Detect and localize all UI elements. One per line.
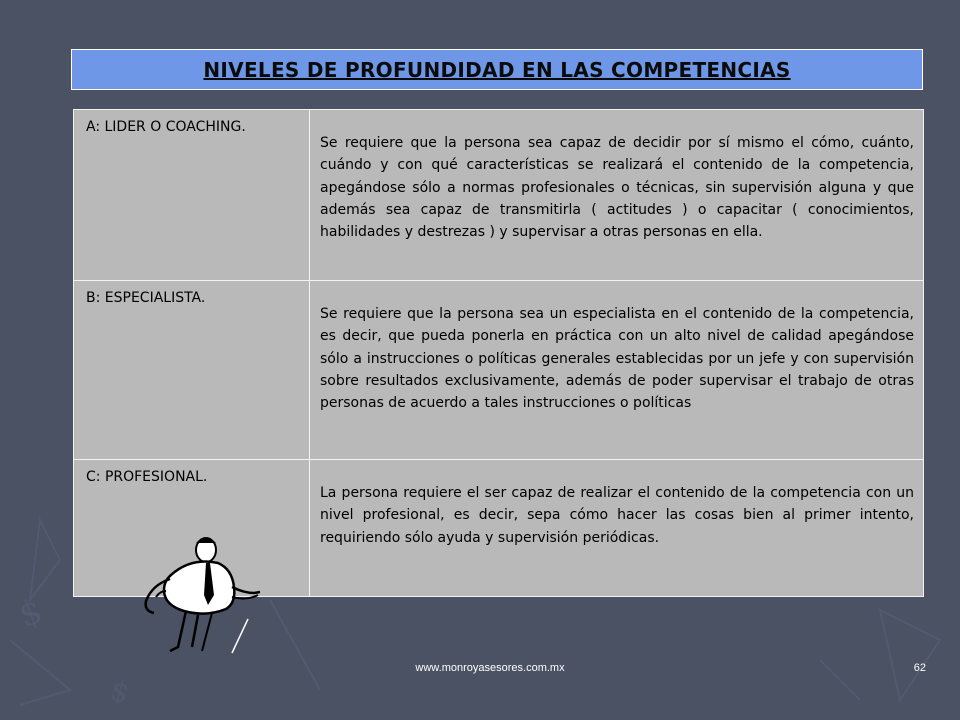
- title-banner: [71, 49, 923, 90]
- page-number: 62: [913, 662, 926, 674]
- svg-text:$: $: [107, 673, 133, 710]
- footer-url: www.monroyasesores.com.mx: [415, 662, 565, 674]
- table-row: [74, 281, 924, 460]
- table-row: [74, 110, 924, 281]
- levels-table: [73, 109, 924, 597]
- level-description: Se requiere que la persona sea capaz de decidir por sí mismo el cómo, cuánto, cuándo y con qué características se realizará el contenido de la competencia, apegándose sólo a normas profesionales o técnicas, sin supervisión alguna y que además sea capaz de transmitirla ( actitudes ) o capacitar ( conocimientos, habilidades y destrezas ) y supervisar a otras personas en ella.: [310, 110, 924, 281]
- businessman-clipart-icon: [136, 535, 266, 657]
- level-name: A: LIDER O COACHING.: [74, 110, 310, 281]
- level-name: C: PROFESIONAL.: [74, 460, 310, 597]
- level-description: La persona requiere el ser capaz de realizar el contenido de la competencia con un nivel profesional, es decir, sepa cómo hacer las cosas bien al primer intento, requiriendo sólo ayuda y supervisión periódicas.: [310, 460, 924, 597]
- level-name: B: ESPECIALISTA.: [74, 281, 310, 460]
- svg-text:$: $: [13, 590, 48, 636]
- page-title: NIVELES DE PROFUNDIDAD EN LAS COMPETENCIAS: [203, 57, 791, 82]
- level-description: Se requiere que la persona sea un especialista en el contenido de la competencia, es decir, que pueda ponerla en práctica con un alto nivel de calidad apegándose sólo a instrucciones o políticas generales establecidas por un jefe y con supervisión sobre resultados exclusivamente, además de poder supervisar el trabajo de otras personas de acuerdo a tales instrucciones o políticas: [310, 281, 924, 460]
